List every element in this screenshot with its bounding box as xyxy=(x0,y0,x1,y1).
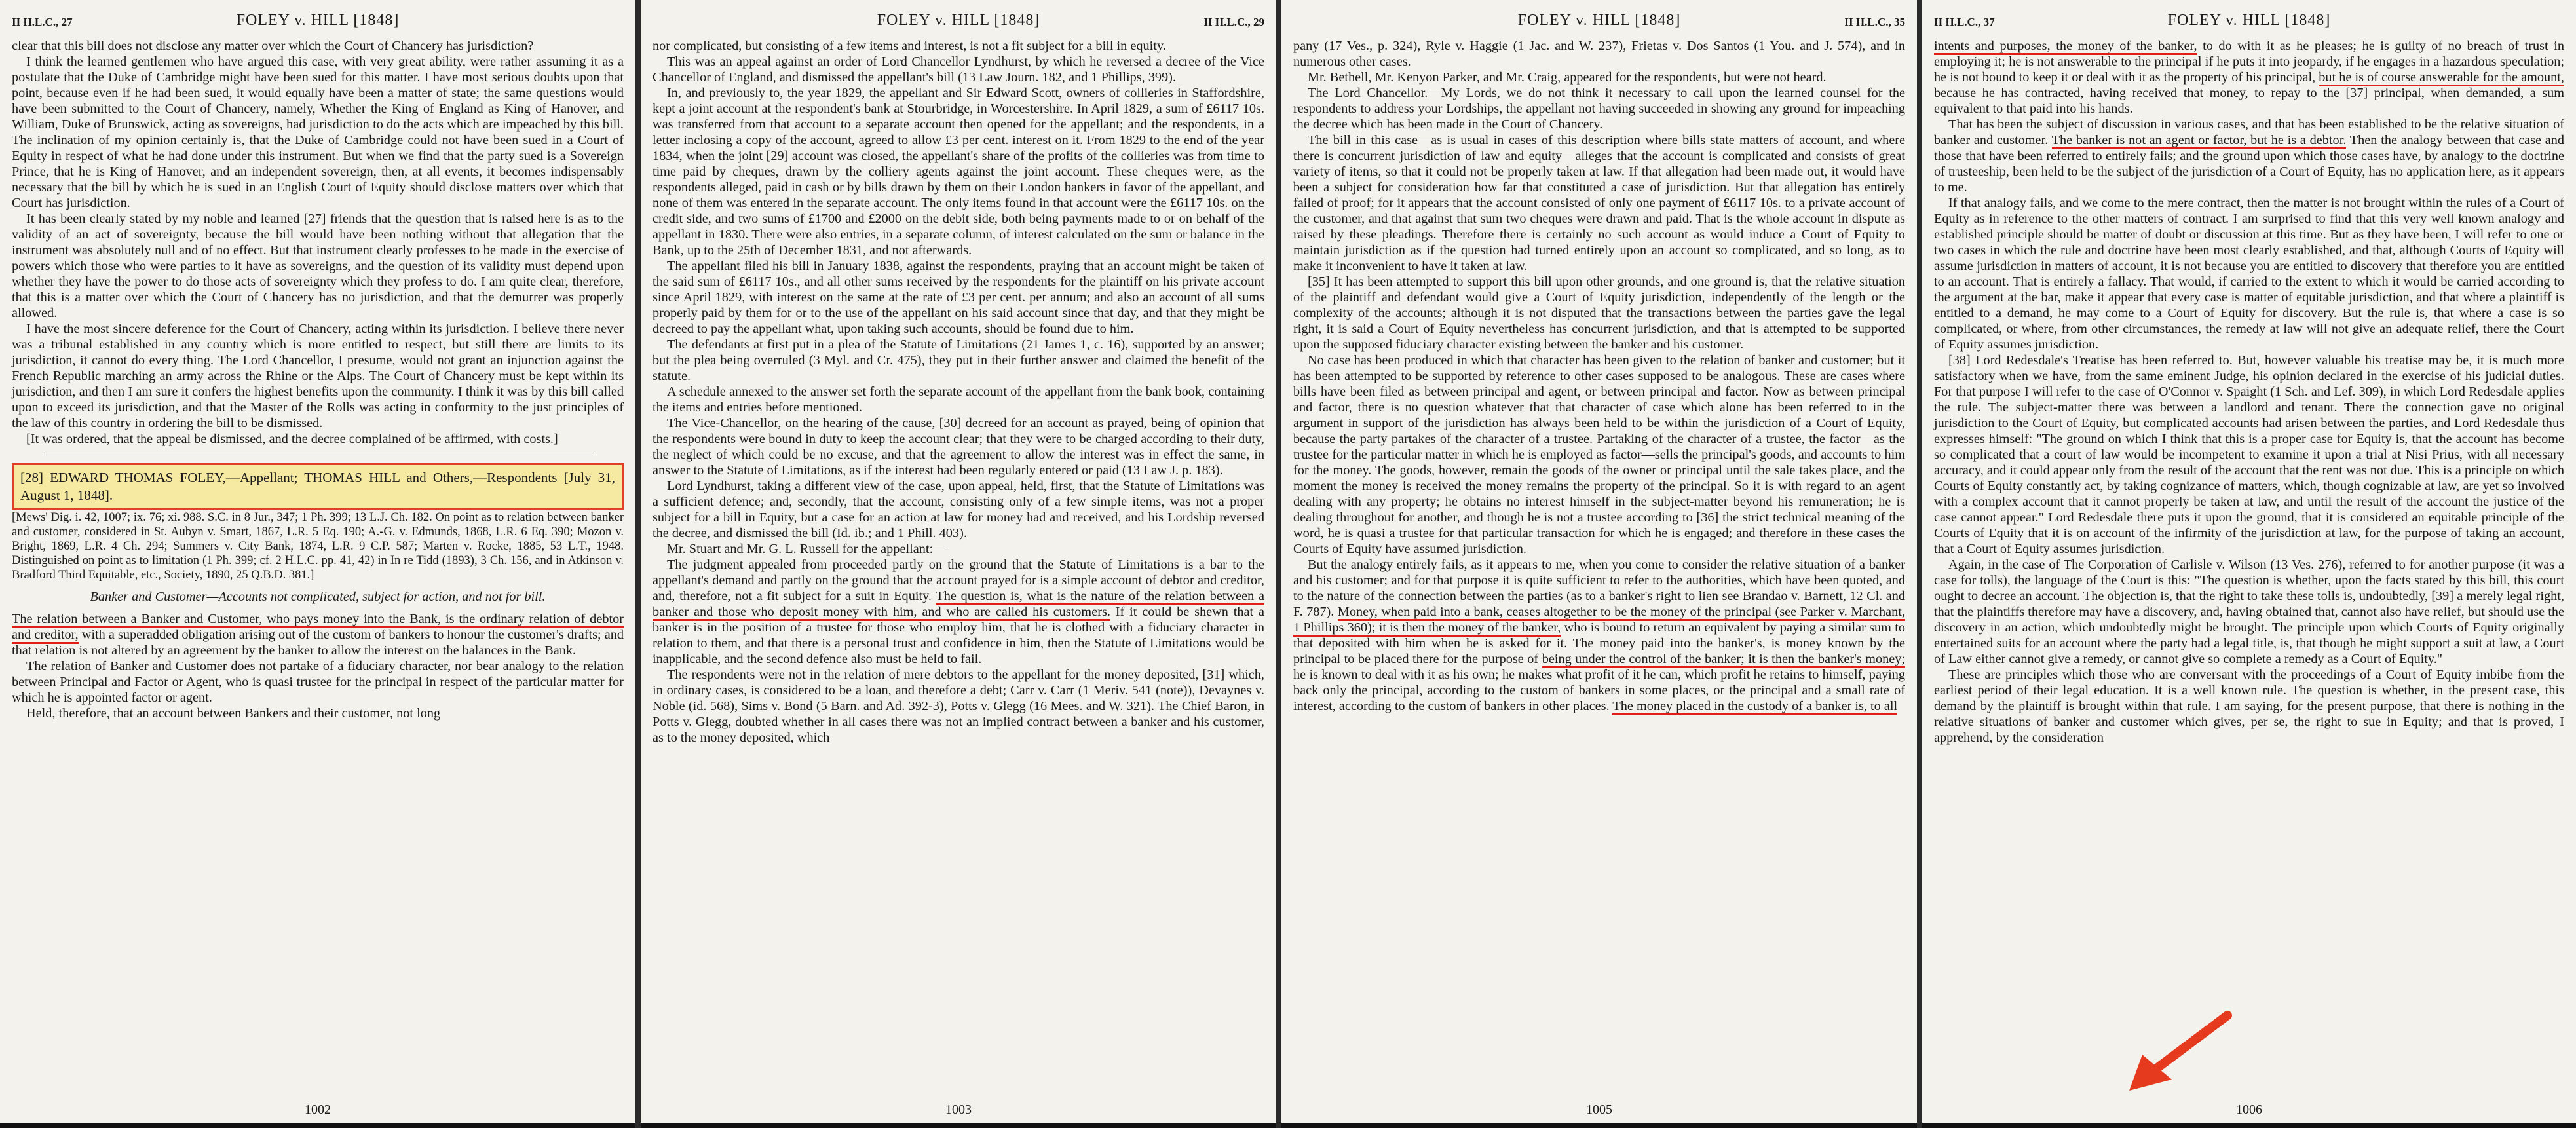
paragraph: If that analogy fails, and we come to the mere contract, then the matter is not brought within the rules of a Court of Equity as in reference to the other matters of contract. I am surprised to find that this very well known analogy and established principle should be matter of doubt or discussion at this time. But as they have been, I will refer to one or two cases in which the rule and doctrine have been most clearly established, and that, although Courts of Equity will assume jurisdiction in matters of account, it is not because you are entitled to discovery that therefore you are entitled to an account. That is entirely a fallacy. That would, if carried to the extent to which it would be carried according to the argument at the bar, make it appear that every case is matter of equitable jurisdiction, and that where a plaintiff is entitled to a demand, he may come to a Court of Equity for discovery. But the rule is, that where a case is so complicated, or where, from other circumstances, the remedy at law will not give an adequate relief, there the Court of Equity assumes jurisdiction. xyxy=(1934,196,2564,352)
header-year: [1848] xyxy=(2284,12,2331,29)
page-body xyxy=(1934,38,2564,745)
page-header xyxy=(12,9,624,35)
paragraph: Again, in the case of The Corporation of Carlisle v. Wilson (13 Ves. 276), referred to for another purpose (it was a case for tolls), the language of the Court is this: "The question is whether, upon the facts stated by this bill, this court ought to decree an account. The objection is, that the right to take these tolls is, undoubtedly, [39] a merely legal right, that the plaintiffs therefore may have a discovery, and, having obtained that, cannot also have relief, but should use the discovery in an action, which undoubtedly might be brought. The principle upon which Courts of Equity originally entertained suits for an account where the party had a legal title, is, that though he might support a suit at law, a Court of Law either cannot give a remedy, or cannot give so complete a remedy as a Court of Equity." xyxy=(1934,557,2564,666)
paragraph: That has been the subject of discussion in various cases, and that has been established to be the relative situation of banker and customer. The banker is not an agent or factor, but he is a debtor. Then the analogy between that case and those that have been referred to entirely fails; and the ground upon which those cases have, by analogy to the doctrine of trusteeship, been held to be the subject of the jurisdiction of a Court of Equity, has no application here, as it appears to me. xyxy=(1934,117,2564,195)
paragraph: The respondents were not in the relation of mere debtors to the appellant for the money deposited, [31] which, in ordinary cases, is considered to be a loan, and therefore a debt; Carr v. Carr (1 Meriv. 541 (note)), Devaynes v. Noble (id. 568), Sims v. Bond (5 Barn. and Ad. 392-3), Potts v. Glegg (16 Mees. and W. 321). The Chief Baron, in Potts v. Glegg, doubted whether in all cases there was not an implied contract between a banker and his customer, as to the money deposited, which xyxy=(653,667,1264,745)
running-title: FOLEY v. HILL xyxy=(2167,12,2281,29)
paragraph: clear that this bill does not disclose any matter over which the Court of Chancery has jurisdiction? xyxy=(12,39,534,53)
paragraph: The bill in this case—as is usual in cases of this description where bills state matters of account, and where there is concurrent jurisdiction of law and equity—alleges that the account is complicated and consists of great variety of items, so that it could not be properly taken at law. If that allegation had been made out, it would have been a subject for consideration how far that constituted a case of jurisdiction. But that allegation has entirely failed of proof; for it appears that the account consisted of only one payment of £6117 10s. to a private account of the customer, and that against that sum two cheques were drawn and paid. That is the whole account in dispute as raised by these pleadings. Therefore there is certainly no such account as would induce a Court of Equity to maintain jurisdiction as if the question had turned entirely upon an account so complicated, and so long, as to make it inconvenient to have it taken at law. xyxy=(1293,133,1905,273)
scan-edge xyxy=(1281,1123,1917,1128)
page-1003 xyxy=(641,0,1276,1128)
case-title-highlight: [28] EDWARD THOMAS FOLEY,—Appellant; THOMAS HILL and Others,—Respondents [July 31, August 1, 1848]. xyxy=(12,463,624,510)
header-left: II H.L.C., 37 xyxy=(1934,16,1995,28)
paragraph: The defendants at first put in a plea of the Statute of Limitations (21 James 1, c. 16), supported by an answer; but the plea being overruled (3 Myl. and Cr. 475), they put in their further answer and claimed the benefit of the statute. xyxy=(653,337,1264,383)
paragraph: The Vice-Chancellor, on the hearing of the cause, [30] decreed for an account as prayed, being of opinion that the respondents were bound in duty to keep the account clear; that they were to be charged according to their duty, the neglect of which could be no excuse, and that the agreement to allow the interest was in effect the same, in answer to the Statute of Limitations, as if the interest had been regularly entered or paid (13 Law J. p. 183). xyxy=(653,416,1264,478)
paragraph: nor complicated, but consisting of a few items and interest, is not a fit subject for a bill in equity. xyxy=(653,39,1166,53)
header-left: II H.L.C., 27 xyxy=(12,16,73,28)
paragraph: Lord Lyndhurst, taking a different view of the case, upon appeal, held, first, that the Statute of Limitations was a sufficient defence; and, secondly, that the account, consisting only of a few simple items, was not a proper subject for a bill in Equity, but a case for an action at law for money had and received, and his Lordship reversed the decree, and dismissed the bill (Id. ib.; and 1 Phill. 403). xyxy=(653,479,1264,540)
paragraph: The Lord Chancellor.—My Lords, we do not think it necessary to call upon the learned counsel for the respondents to address your Lordships, the appellant not having succeeded in showing any ground for impeaching the decree which has been made in the Court of Chancery. xyxy=(1293,86,1905,132)
running-title: FOLEY v. HILL xyxy=(1517,12,1631,29)
underlined-text: intents and purposes, the money of the banker, xyxy=(1934,39,2197,55)
underlined-text: The money placed in the custody of a banker is, to all xyxy=(1612,699,1897,715)
header-year: [1848] xyxy=(353,12,400,29)
paragraph: [It was ordered, that the appeal be dismissed, and the decree complained of be affirmed, with costs.] xyxy=(26,432,558,446)
scan-edge xyxy=(641,1123,1276,1128)
page-1002 xyxy=(0,0,635,1128)
paragraph: intents and purposes, the money of the banker, to do with it as he pleases; he is guilty of no breach of trust in employing it; he is not answerable to the principal if he puts it into jeopardy, if he engages in a hazardous speculation; he is not bound to keep it or deal with it as the property of his principal, but he is of course answerable for the amount, because he has contracted, having received that money, to repay to the [37] principal, when demanded, a sum equivalent to that paid into his hands. xyxy=(1934,39,2564,116)
page-number: 1002 xyxy=(305,1102,331,1117)
headnote-paragraph: The relation of Banker and Customer does not partake of a fiduciary character, nor bear analogy to the relation between Principal and Factor or Agent, who is quasi trustee for the principal in respect of the particular matter for which he is appointed factor or agent. xyxy=(12,659,624,705)
page-number: 1005 xyxy=(1586,1102,1612,1117)
page-header xyxy=(1934,9,2564,35)
paragraph: [38] Lord Redesdale's Treatise has been referred to. But, however valuable his treatise may be, it is much more satisfactory when we have, from the same eminent Judge, his opinion declared in the exercise of his judicial duties. For that purpose I will refer to the case of O'Connor v. Spaight (1 Sch. and Lef. 309), in which Lord Redesdale applies the rule. The subject-matter there was between a landlord and tenant. There the connection gave no original jurisdiction to the Court of Equity, but complicated accounts had arisen between the parties, and Lord Redesdale thus expresses himself: "The ground on which I think that this is a proper case for Equity is, that the account has become so complicated that a court of law would be incompetent to examine it upon a trial at Nisi Prius, with all necessary accuracy, and it could appear only from the result of the account that the rent was not due. This is a principle on which Courts of Equity constantly act, by taking cognizance of matters, which, though cognizable at law, are yet so involved with a complex account that it cannot properly be taken at law, and until the result of the account the justice of the case cannot appear." Lord Redesdale there puts it upon the ground, that it is considered an equitable principle of the Courts of Equity that it is on account of the infirmity of the jurisdiction at law, for the purpose of taking an account, that a Court of Equity assumes jurisdiction. xyxy=(1934,353,2564,556)
header-right: II H.L.C., 29 xyxy=(1203,16,1264,28)
paragraph: The appellant filed his bill in January 1838, against the respondents, praying that an account might be taken of the said sum of £6117 10s., and all other sums received by the respondents for the plaintiff on his private account since April 1829, with interest on the same at the rate of £3 per cent. per annum; and also an account of all sums properly paid by them for or to the use of the appellant on his said account since that day, and that they might be decreed to pay the appellant what, upon taking such accounts, should be found due to him. xyxy=(653,259,1264,336)
paragraph: [35] It has been attempted to support this bill upon other grounds, and one ground is, that the relative situation of the plaintiff and defendant would give a Court of Equity jurisdiction, independently of the length or the complexity of the accounts; although it is not disputed that the transactions between the parties gave the legal right, it is said a Court of Equity nevertheless has concurrent jurisdiction, and that is attempted to be supported upon the supposed fiduciary character existing between the banker and his customer. xyxy=(1293,274,1905,352)
page-body xyxy=(653,38,1264,745)
underlined-text: being under the control of the banker; it is then the banker's money; xyxy=(1542,652,1905,668)
paragraph: These are principles which those who are conversant with the proceedings of a Court of Equity imbibe from the earliest period of their legal education. It is a well known rule. The question is whether, in the present case, this demand by the plaintiff is brought within that rule. I am saying, for the present purpose, that there is nothing in the relative situations of banker and customer which gives, per se, the right to sue in Equity; and that is proved, I apprehend, by the consideration xyxy=(1934,667,2564,745)
page-header xyxy=(1293,9,1905,35)
paragraph: Mr. Stuart and Mr. G. L. Russell for the appellant:— xyxy=(667,542,947,556)
page-body xyxy=(12,38,624,721)
underlined-text: but he is of course answerable for the amount, xyxy=(2319,70,2564,86)
header-year: [1848] xyxy=(994,12,1040,29)
paragraph: A schedule annexed to the answer set forth the separate account of the appellant from the bank book, containing the items and entries before mentioned. xyxy=(653,385,1264,415)
headnote-paragraph: Held, therefore, that an account between Bankers and their customer, not long xyxy=(26,706,441,721)
citation-block: [Mews' Dig. i. 42, 1007; ix. 76; xi. 988. S.C. in 8 Jur., 347; 1 Ph. 399; 13 L.J. Ch. 182. On point as to relation between banker and customer, considered in St. Aubyn v. Smart, 1867, L.R. 5 Eq. 190; A.-G. v. Edmunds, 1868, L.R. 6 Eq. 390; Mozon v. Bright, 1869, L.R. 4 Ch. 294; Summers v. City Bank, 1874, L.R. 9 C.P. 587; Marten v. Rocke, 1885, 53 L.T., 1948. Distinguished on point as to limitation (1 Ph. 399; cf. 2 H.L.C. pp. 41, 42) in In re Tidd (1893), 3 Ch. 156, and in Atkinson v. Bradford Third Equitable, etc., Society, 1890, 25 Q.B.D. 381.] xyxy=(12,511,624,582)
paragraph: But the analogy entirely fails, as it appears to me, when you come to consider the relative situation of a banker and his customer; and for that purpose it is quite sufficient to refer to the authorities, which have been quoted, and to the nature of the connection between the parties (as to a banker's right to lien see Brandao v. Barnett, 12 Cl. and F. 787). Money, when paid into a bank, ceases altogether to be the money of the principal (see Parker v. Marchant, 1 Phillips 360); it is then the money of the banker, who is bound to return an equivalent by paying a similar sum to that deposited with him when he is asked for it. The money paid into the banker's, is money known by the principal to be placed there for the purpose of being under the control of the banker; it is then the banker's money; he is known to deal with it as his own; he makes what profit of it he can, which profit he retains to himself, paying back only the principal, according to the custom of bankers in some places, or the principal and a small rate of interest, according to the custom of bankers in other places. The money placed in the custody of a banker is, to all xyxy=(1293,557,1905,714)
underlined-text: The relation between a Banker and Customer, who pays money into the Bank, is the ordinary relation of debtor and creditor, xyxy=(12,612,624,644)
underlined-text: The banker is not an agent or factor, but he is a debtor. xyxy=(2052,133,2347,149)
page-body xyxy=(1293,38,1905,714)
running-title: FOLEY v. HILL xyxy=(877,12,990,29)
header-right: II H.L.C., 35 xyxy=(1844,16,1905,28)
underlined-text: The question is, what is the nature of the relation between a banker and those who deposit money with him, and who are called his customers. xyxy=(653,589,1264,621)
scan-edge xyxy=(0,1123,635,1128)
underlined-text: Money, when paid into a bank, ceases altogether to be the money of the principal (see Parker v. Marchant, 1 Phillips 360); it is then the money of the banker, xyxy=(1293,605,1905,637)
paragraph: Mr. Bethell, Mr. Kenyon Parker, and Mr. Craig, appeared for the respondents, but were not heard. xyxy=(1308,70,1827,85)
headnote-title: Banker and Customer—Accounts not complicated, subject for action, and not for bill. xyxy=(90,590,546,604)
paragraph: No case has been produced in which that character has been given to the relation of banker and customer; but it has been attempted to be supported by reference to other cases supposed to be analogous. These are cases where bills have been filed as between principal and agent, or between principal and factor. Now as between principal and factor, there is no question whatever that that character of case which alone has been referred to in the argument in support of the jurisdiction has always been held to be within the jurisdiction of a Court of Equity, because the party partakes of the character of a trustee. Partaking of the character of a trustee, the factor—as the trustee for the particular matter in which he is employed as factor—sells the principal's goods, and accounts to him for the money. The goods, however, remain the goods of the owner or principal until the sale takes place, and the moment the money is received the money remains the property of the principal. So it is with regard to an agent dealing with any property; he obtains no interest himself in the subject-matter beyond his remuneration; he is dealing throughout for another, and though he is not a trustee according to [36] the strict technical meaning of the word, he is quasi a trustee for that particular transaction for which he is engaged; and therefore in these cases the Courts of Equity have assumed jurisdiction. xyxy=(1293,353,1905,556)
running-title: FOLEY v. HILL xyxy=(236,12,349,29)
page-header xyxy=(653,9,1264,35)
page-1005 xyxy=(1281,0,1917,1128)
paragraph: It has been clearly stated by my noble and learned [27] friends that the question that is raised here is as to the validity of an act of sovereignty, because the bill would have been nothing without that allegation that the instrument was absolutely null and of no effect. But that instrument clearly professes to be made in the exercise of powers which those who were parties to it have as sovereigns, and the question of its validity must depend upon whether they have the power to do those acts of sovereignty which they profess to do. I am quite clear, therefore, that this is a matter over which the Court of Chancery has no jurisdiction, and that the demurrer was properly allowed. xyxy=(12,212,624,320)
scan-edge xyxy=(1922,1123,2576,1128)
paragraph: The judgment appealed from proceeded partly on the ground that the Statute of Limitations is a bar to the appellant's demand and partly on the ground that the account prayed for is a simple account of debtor and creditor, and, therefore, not a fit subject for a suit in Equity. The question is, what is the nature of the relation between a banker and those who deposit money with him, and who are called his customers. If it could be shewn that a banker is in the position of a trustee for those who employ him, that he is clothed with a fiduciary character in relation to them, and that there is a personal trust and confidence in him, then the Statute of Limitations would be inapplicable, and the second defence also must be held to fail. xyxy=(653,557,1264,666)
headnote-paragraph: The relation between a Banker and Customer, who pays money into the Bank, is the ordinary relation of debtor and creditor, with a superadded obligation arising out of the custom of bankers to honour the customer's drafts; and that relation is not altered by an agreement by the banker to allow the interest on the balances in the Bank. xyxy=(12,612,624,658)
paragraph: This was an appeal against an order of Lord Chancellor Lyndhurst, by which he reversed a decree of the Vice Chancellor of England, and dismissed the appellant's bill (13 Law Journ. 182, and 1 Phillips, 399). xyxy=(653,54,1264,85)
header-year: [1848] xyxy=(1635,12,1681,29)
paragraph: In, and previously to, the year 1829, the appellant and Sir Edward Scott, owners of collieries in Staffordshire, kept a joint account at the respondent's bank at Stourbridge, in Worcestershire. In April 1829, a sum of £6117 10s. was transferred from that account to a separate account then opened for the appellant; and the respondents, in a letter inclosing a copy of the account, agreed to allow £3 per cent. interest on it. From 1829 to the end of the year 1834, when the joint [29] account was closed, the appellant's share of the profits of the collieries was from time to time paid by cheques, drawn by the colliery agents against the joint account. These cheques were, as the respondents alleged, paid in cash or by bills drawn by them on their London bankers in favor of the appellant, and none of them was entered in the separate account. The only items found in that account were the £6117 10s. on the credit side, and two sums of £1700 and £2000 on the debit side, both being payments made to or on behalf of the appellant in 1830. There were also entries, in a separate column, of interest calculated on the sum or balance in the Bank, up to the 25th of December 1831, and not afterwards. xyxy=(653,86,1264,257)
paragraph: pany (17 Ves., p. 324), Ryle v. Haggie (1 Jac. and W. 237), Frietas v. Dos Santos (1 You. and J. 574), and in numerous other cases. xyxy=(1293,39,1905,69)
red-arrow-icon xyxy=(2123,1002,2254,1094)
page-number: 1003 xyxy=(945,1102,972,1117)
paragraph: I think the learned gentlemen who have argued this case, with very great ability, were rather assuming it as a postulate that the Duke of Cambridge might have been sued for this matter. I have most serious doubts upon that point, because even if he had been sued, it would equally have been a matter of state; the same questions would have been submitted to the Court of Chancery, namely, Whether the King of England as King of Hanover, and William, Duke of Brunswick, acting as sovereigns, had jurisdiction to do the acts which are impeached by this bill. The inclination of my opinion certainly is, that the Duke of Cambridge could not have been sued in a Court of Equity in respect of what he had done under this instrument. But when we find that the party sued is a Sovereign Prince, that he is King of Hanover, and an independent sovereign, then, at all events, it becomes indispensably necessary that the bill by which he is sued in an English Court of Equity should disclose matters over which that Court has jurisdiction. xyxy=(12,54,624,210)
page-number: 1006 xyxy=(2236,1102,2262,1117)
page-1006 xyxy=(1922,0,2576,1128)
paragraph: I have the most sincere deference for the Court of Chancery, acting within its jurisdiction. I believe there never was a tribunal established in any country which is more entitled to respect, but still there are limits to its jurisdiction, it cannot do every thing. The Lord Chancellor, I presume, would not grant an injunction against the French Republic marching an army across the Rhine or the Alps. The Court of Chancery must be kept within its jurisdiction, and then I am sure it confers the highest benefits upon the community. I think it was by this bill called upon to exceed its jurisdiction, and that the Master of the Rolls was acting in conformity to the just principles of the law of this country in ordering the bill to be dismissed. xyxy=(12,322,624,430)
